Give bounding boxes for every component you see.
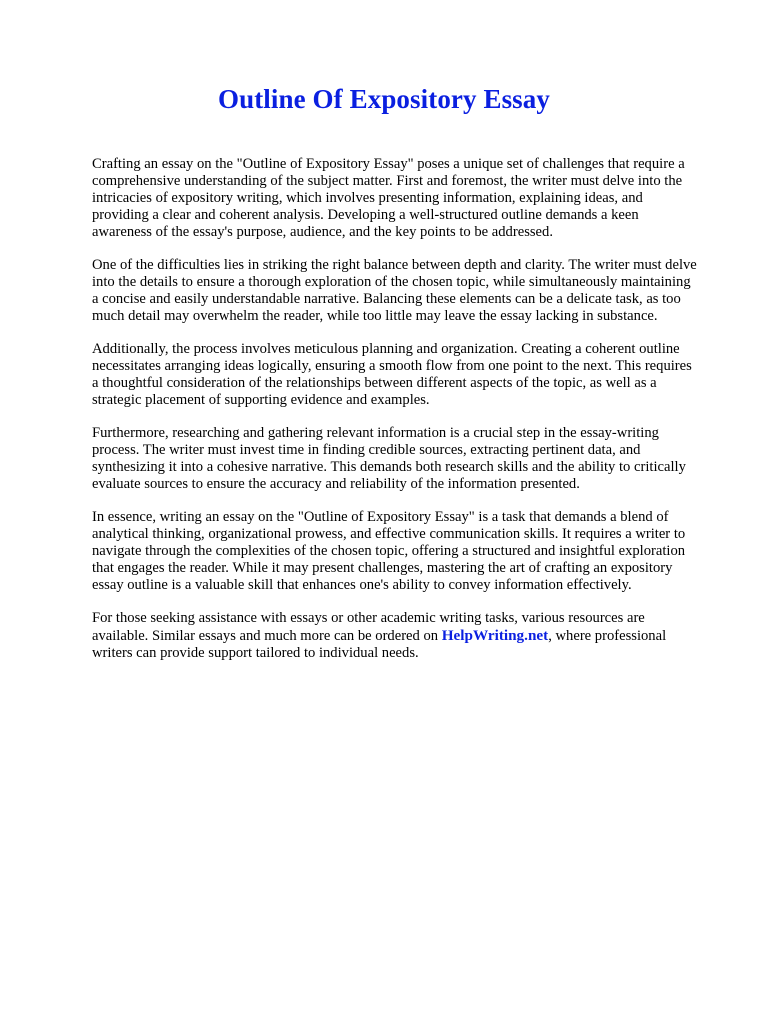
paragraph-2: One of the difficulties lies in striking the right balance between depth and clarity. The writer must delve into the details to ensure a thorough exploration of the chosen topic, while simultaneously maintaining a concise and easily understandable narrative. Balancing these elements can be a delicate task, as too much detail may overwhelm the reader, while too little may leave the essay lacking in substance. bbox=[92, 257, 697, 324]
paragraph-1: Crafting an essay on the "Outline of Expository Essay" poses a unique set of challenges that require a comprehensive understanding of the subject matter. First and foremost, the writer must delve into the intricacies of expository writing, which involves presenting information, explaining ideas, and providing a clear and coherent analysis. Developing a well-structured outline demands a keen awareness of the essay's purpose, audience, and the key points to be addressed. bbox=[92, 156, 685, 240]
paragraph-5: In essence, writing an essay on the "Outline of Expository Essay" is a task that demands a blend of analytical thinking, organizational prowess, and effective communication skills. It requires a writer to navigate through the complexities of the chosen topic, offering a structured and insightful exploration that engages the reader. While it may present challenges, mastering the art of crafting an expository essay outline is a valuable skill that enhances one's ability to convey information effectively. bbox=[92, 509, 686, 593]
closing-text-after: , where professional writers can provide support tailored to individual needs. bbox=[92, 628, 667, 661]
paragraph-3: Additionally, the process involves meticulous planning and organization. Creating a coherent outline necessitates arranging ideas logically, ensuring a smooth flow from one point to the next. This requires a thoughtful consideration of the relationships between different aspects of the topic, as well as a strategic placement of supporting evidence and examples. bbox=[92, 341, 692, 408]
page-title: Outline Of Expository Essay bbox=[218, 84, 550, 114]
closing-text-before: For those seeking assistance with essays or other academic writing tasks, various resources are available. Similar essays and much more can be ordered on bbox=[92, 610, 645, 644]
closing-paragraph bbox=[92, 610, 698, 662]
helpwriting-link[interactable]: HelpWriting.net bbox=[441, 627, 549, 644]
paragraph-4: Furthermore, researching and gathering relevant information is a crucial step in the essay-writing process. The writer must invest time in finding credible sources, extracting pertinent data, and synthesizing it into a cohesive narrative. This demands both research skills and the ability to critically evaluate sources to ensure the accuracy and reliability of the information presented. bbox=[92, 425, 686, 492]
